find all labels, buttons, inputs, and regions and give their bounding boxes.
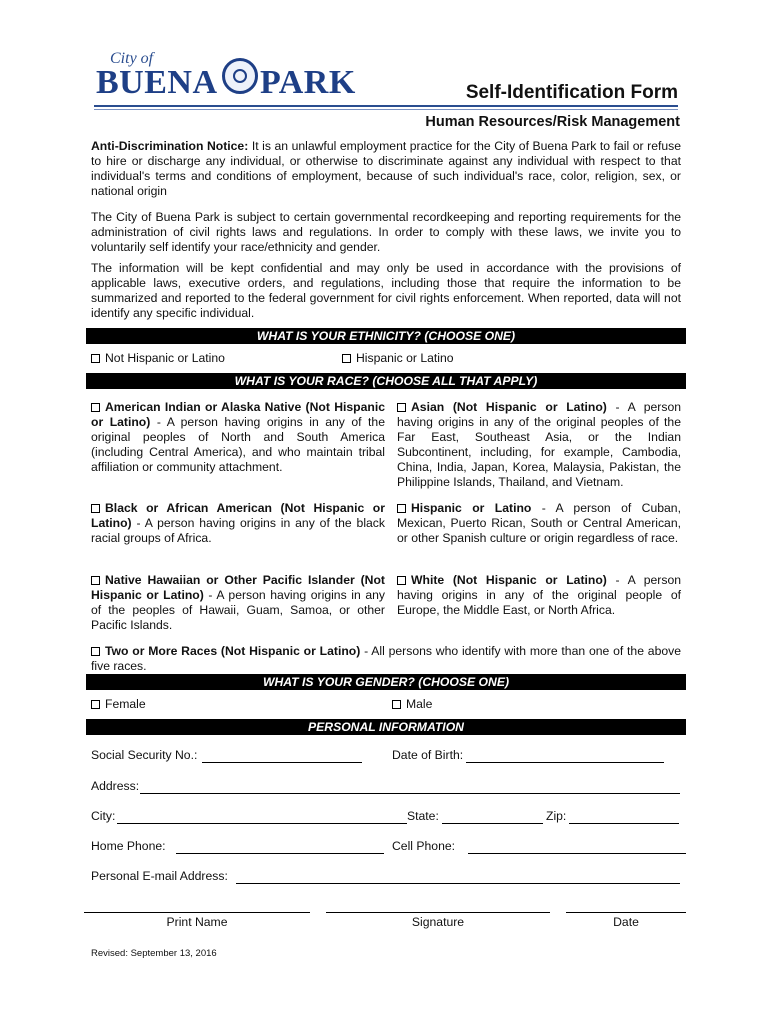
checkbox[interactable] xyxy=(342,354,351,363)
city-logo xyxy=(96,48,358,110)
confidentiality-paragraph: The information will be kept confidential and may only be used in accordance with the provisions of applicable laws, executive orders, and regulations, including those that require the information to be summarized and reported to the federal government for civil rights enforcement. When reported, data will not identify any specific individual. xyxy=(91,261,681,320)
zip-field[interactable] xyxy=(569,823,679,824)
email-field[interactable] xyxy=(236,883,680,884)
form-title: Self-Identification Form xyxy=(465,82,678,103)
department-name: Human Resources/Risk Management xyxy=(425,114,680,130)
cell-phone-field[interactable] xyxy=(468,853,686,854)
checkbox[interactable] xyxy=(91,354,100,363)
checkbox[interactable] xyxy=(392,700,401,709)
option-desc: - A person having origins in any of the original peoples of North and South America (including Central America), and who maintain tribal affiliation or community attachment. xyxy=(91,415,385,474)
signature-line[interactable] xyxy=(326,912,550,913)
revised-date: Revised: September 13, 2016 xyxy=(91,948,217,959)
gender-option-female[interactable] xyxy=(91,697,146,712)
home-phone-field[interactable] xyxy=(176,853,384,854)
email-label: Personal E-mail Address: xyxy=(91,869,228,883)
gender-option-male[interactable] xyxy=(392,697,432,712)
home-phone-label: Home Phone: xyxy=(91,839,166,853)
race-heading: WHAT IS YOUR RACE? (CHOOSE ALL THAT APPLY) xyxy=(86,373,686,389)
option-desc: - A person having origins in any of the peoples of Hawaii, Guam, Samoa, or other Pacific Islands. xyxy=(91,588,386,632)
option-name: Hispanic or Latino xyxy=(411,501,532,515)
ssn-label: Social Security No.: xyxy=(91,748,198,762)
signature-label: Signature xyxy=(411,915,465,929)
race-option-two-or-more[interactable] xyxy=(91,644,681,674)
option-label: Hispanic or Latino xyxy=(356,351,454,365)
race-option-hispanic[interactable] xyxy=(397,501,681,546)
ethnicity-option-not-hispanic[interactable] xyxy=(91,351,225,366)
notice-label: Anti-Discrimination Notice: xyxy=(91,139,249,153)
date-label: Date xyxy=(613,915,639,929)
date-line[interactable] xyxy=(566,912,686,913)
address-label: Address: xyxy=(91,779,140,793)
city-seal-icon xyxy=(222,58,258,94)
state-field[interactable] xyxy=(442,823,543,824)
logo-word-park: PARK xyxy=(260,64,356,101)
option-name: Two or More Races (Not Hispanic or Latino) xyxy=(105,644,361,658)
option-desc: - All persons who identify with more than one of the above five races. xyxy=(91,644,681,673)
state-label: State: xyxy=(407,809,439,823)
dob-field[interactable] xyxy=(466,762,664,763)
race-option-black[interactable] xyxy=(91,501,385,546)
logo-word-buena: BUENA xyxy=(96,64,218,101)
checkbox[interactable] xyxy=(91,576,100,585)
logo-divider-thin xyxy=(94,109,678,110)
race-option-white[interactable] xyxy=(397,573,681,618)
notice-text: It is an unlawful employment practice for the City of Buena Park to fail or refuse to hire or discharge any individual, or otherwise to discriminate against any individual with respect to that individual's terms and conditions of employment, because of such individual's race, color, religion, sex, or national origin xyxy=(91,139,682,198)
ethnicity-heading: WHAT IS YOUR ETHNICITY? (CHOOSE ONE) xyxy=(86,328,686,344)
cell-phone-label: Cell Phone: xyxy=(392,839,456,853)
city-field[interactable] xyxy=(117,823,407,824)
logo-city-of: City of xyxy=(110,50,154,67)
dob-label: Date of Birth: xyxy=(392,748,464,762)
option-desc: - A person of Cuban, Mexican, Puerto Rican, South or Central American, or other Spanish culture or origin regardless of race. xyxy=(397,501,681,545)
option-label: Male xyxy=(406,697,433,711)
recordkeeping-paragraph: The City of Buena Park is subject to certain governmental recordkeeping and reporting requirements for the administration of civil rights laws and regulations. In order to comply with these laws, we invite you to voluntarily self identify your race/ethnicity and gender. xyxy=(91,210,681,254)
checkbox[interactable] xyxy=(397,576,406,585)
checkbox[interactable] xyxy=(91,504,100,513)
checkbox[interactable] xyxy=(397,504,406,513)
option-name: Native Hawaiian or Other Pacific Islander (Not Hispanic or Latino) xyxy=(91,573,385,602)
logo-divider xyxy=(94,105,678,107)
print-name-line[interactable] xyxy=(84,912,310,913)
checkbox[interactable] xyxy=(91,647,100,656)
option-label: Not Hispanic or Latino xyxy=(105,351,225,365)
gender-heading: WHAT IS YOUR GENDER? (CHOOSE ONE) xyxy=(86,674,686,690)
ethnicity-option-hispanic[interactable] xyxy=(342,351,454,366)
option-desc: - A person having origins in any of the original peoples of the Far East, Southeast Asia, or the Indian Subcontinent, including, for example, Cambodia, China, India, Japan, Korea, Malaysia, Pakistan, the Philippine Islands, Thailand, and Vietnam. xyxy=(397,400,681,489)
option-name: Asian (Not Hispanic or Latino) xyxy=(411,400,607,414)
option-name: American Indian or Alaska Native (Not Hispanic or Latino) xyxy=(91,400,385,429)
option-name: White (Not Hispanic or Latino) xyxy=(411,573,607,587)
checkbox[interactable] xyxy=(397,403,406,412)
checkbox[interactable] xyxy=(91,403,100,412)
city-label: City: xyxy=(91,809,116,823)
zip-label: Zip: xyxy=(546,809,567,823)
checkbox[interactable] xyxy=(91,700,100,709)
personal-info-heading: PERSONAL INFORMATION xyxy=(86,719,686,735)
notice-paragraph xyxy=(91,139,681,199)
option-label: Female xyxy=(105,697,146,711)
option-desc: - A person having origins in any of the original people of Europe, the Middle East, or North Africa. xyxy=(397,573,682,617)
race-option-asian[interactable] xyxy=(397,400,681,490)
address-field[interactable] xyxy=(140,793,680,794)
ssn-field[interactable] xyxy=(202,762,362,763)
print-name-label: Print Name xyxy=(166,915,228,929)
race-option-american-indian[interactable] xyxy=(91,400,385,475)
option-desc: - A person having origins in any of the black racial groups of Africa. xyxy=(91,516,385,545)
race-option-pacific-islander[interactable] xyxy=(91,573,385,633)
option-name: Black or African American (Not Hispanic or Latino) xyxy=(91,501,385,530)
